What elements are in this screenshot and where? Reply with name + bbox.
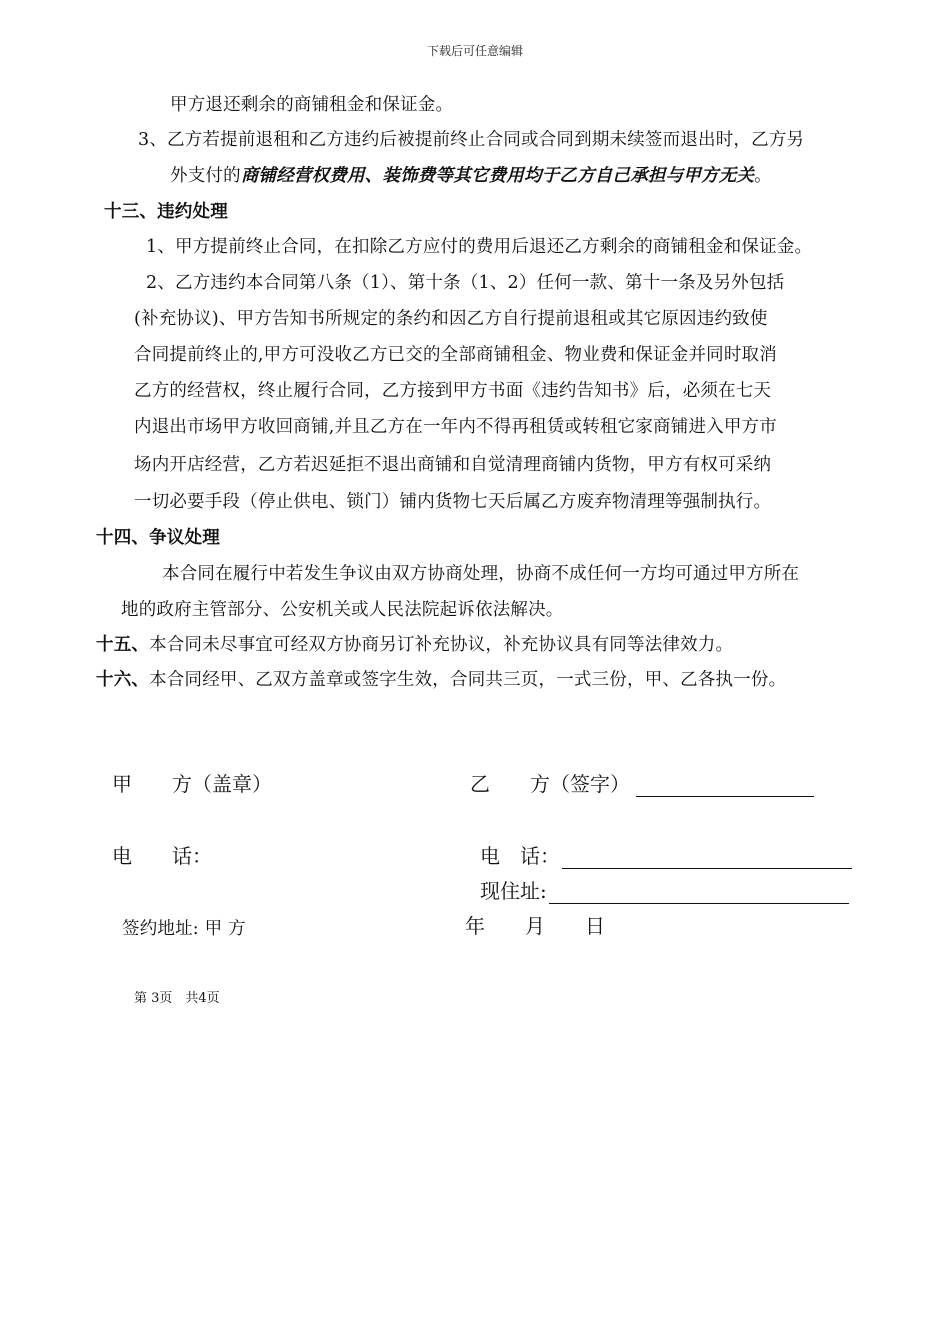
section13-title: 十三、违约处理: [104, 202, 228, 222]
party-b-signature: [470, 771, 814, 797]
party-a-seal-label: 甲 方（盖章）: [112, 772, 272, 796]
item3-emphasis: 商铺经营权费用、装饰费等其它费用均于乙方自己承担与甲方无关: [240, 166, 755, 186]
section13-item2-line: (补充协议)、甲方告知书所规定的条约和因乙方自行提前退租或其它原因违约致使: [134, 309, 768, 329]
section16-text: 本合同经甲、乙双方盖章或签字生效，合同共三页，一式三份，甲、乙各执一份。: [149, 670, 787, 690]
page-number: 第 3页 共4页: [134, 991, 220, 1006]
section13-item2-line: 一切必要手段（停止供电、锁门）铺内货物七天后属乙方废弃物清理等强制执行。: [134, 492, 772, 512]
party-b-address: [480, 878, 849, 904]
section13-item2-line: 2、乙方违约本合同第八条（1）、第十条（1、2）任何一款、第十一条及另外包括: [146, 273, 785, 293]
party-b-phone-label: 电 话：: [480, 844, 560, 868]
section13-item2-line: 合同提前终止的,甲方可没收乙方已交的全部商铺租金、物业费和保证金并同时取消: [134, 345, 777, 365]
party-a-phone-label: 电 话：: [112, 844, 212, 868]
section12-item3-line1: 3、乙方若提前退租和乙方违约后被提前终止合同或合同到期未续签而退出时，乙方另: [138, 130, 805, 150]
sign-date: 年 月 日: [465, 914, 605, 938]
section14-title: 十四、争议处理: [96, 528, 220, 548]
section15-number: 十五、: [96, 635, 150, 655]
party-b-phone: [480, 843, 852, 869]
section15: [96, 634, 733, 656]
section12-item3-line2: [170, 165, 772, 187]
section13-item2-line: 内退出市场甲方收回商铺,并且乙方在一年内不得再租赁或转租它家商铺进入甲方市: [134, 417, 777, 437]
section13-item2-line: 乙方的经营权，终止履行合同，乙方接到甲方书面《违约告知书》后，必须在七天: [134, 381, 772, 401]
party-b-signature-line[interactable]: [636, 776, 814, 797]
item3-prefix: 外支付的: [170, 166, 241, 186]
section13-item1: 1、甲方提前终止合同，在扣除乙方应付的费用后退还乙方剩余的商铺租金和保证金。: [146, 237, 813, 257]
section13-item2-line: 场内开店经营，乙方若迟延拒不退出商铺和自觉清理商铺内货物，甲方有权可采纳: [134, 455, 772, 475]
section12-continuation: 甲方退还剩余的商铺租金和保证金。: [170, 95, 454, 115]
party-b-address-label: 现住址:: [480, 879, 547, 903]
section14-line2: 地的政府主管部分、公安机关或人民法院起诉依法解决。: [121, 600, 564, 620]
party-b-phone-line[interactable]: [562, 848, 852, 869]
party-b-address-line[interactable]: [549, 883, 849, 904]
party-b-signature-label: 乙 方（签字）: [470, 772, 630, 796]
section16: [96, 669, 786, 691]
header-watermark: 下载后可任意编辑: [426, 44, 523, 58]
sign-place: 签约地址: 甲 方: [122, 919, 246, 939]
item3-end: 。: [754, 166, 772, 186]
section14-line1: 本合同在履行中若发生争议由双方协商处理，协商不成任何一方均可通过甲方所在: [162, 564, 800, 584]
section16-number: 十六、: [96, 670, 150, 690]
section15-text: 本合同未尽事宜可经双方协商另订补充协议，补充协议具有同等法律效力。: [149, 635, 734, 655]
